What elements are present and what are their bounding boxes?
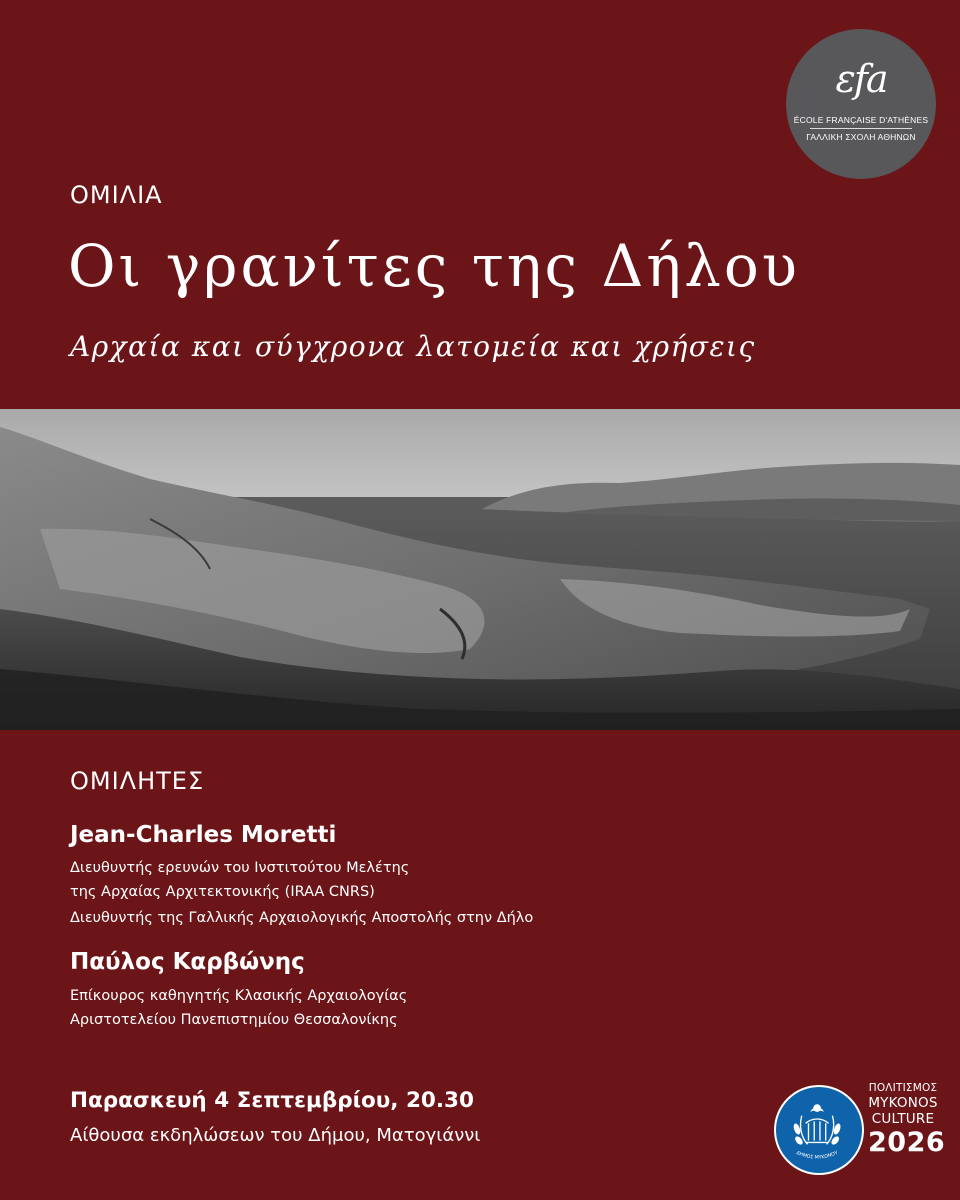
speaker-name: Jean-Charles Moretti <box>70 822 337 848</box>
efa-logo-divider <box>810 128 912 129</box>
efa-logo-mark: εfa <box>835 57 887 101</box>
speaker-role: Αριστοτελείου Πανεπιστημίου Θεσσαλονίκης <box>70 1012 398 1028</box>
mykonos-logo-line1: ΠΟΛΙΤΙΣΜΟΣ <box>868 1082 938 1094</box>
mykonos-emblem-text: ΔΗΜΟΣ ΜΥΚΟΝΟΥ <box>795 1150 839 1161</box>
lecture-subtitle: Αρχαία και σύγχρονα λατομεία και χρήσεις <box>70 330 756 363</box>
landscape-photo <box>0 409 960 730</box>
mykonos-logo-line3: CULTURE <box>871 1111 935 1127</box>
lecture-title: Οι γρανίτες της Δήλου <box>68 232 801 300</box>
mykonos-logo-line2: MYKONOS <box>868 1095 938 1111</box>
speaker-role: Διευθυντής ερευνών του Ινστιτούτου Μελέτης <box>70 860 410 876</box>
mykonos-logo-year: 2026 <box>868 1127 946 1158</box>
event-venue: Αίθουσα εκδηλώσεων του Δήμου, Ματογιάννι <box>70 1125 481 1146</box>
speaker-role: Επίκουρος καθηγητής Κλασικής Αρχαιολογίας <box>70 988 408 1004</box>
mykonos-culture-logo <box>868 1082 946 1159</box>
efa-logo-greek-name: ΓΑΛΛΙΚΗ ΣΧΟΛΗ ΑΘΗΝΩΝ <box>806 132 916 142</box>
event-type-label: ΟΜΙΛΙΑ <box>70 181 163 209</box>
efa-logo <box>786 29 936 179</box>
speaker-name: Παύλος Καρβώνης <box>70 949 305 975</box>
speakers-heading: ΟΜΙΛΗΤΕΣ <box>70 767 205 795</box>
event-date-time: Παρασκευή 4 Σεπτεμβρίου, 20.30 <box>70 1088 474 1113</box>
mykonos-emblem-logo <box>774 1085 864 1175</box>
svg-text:ΔΗΜΟΣ ΜΥΚΟΝΟΥ <box>795 1150 839 1161</box>
efa-logo-french-name: ÉCOLE FRANÇAISE D'ATHÈNES <box>793 115 929 125</box>
speaker-role: Διευθυντής της Γαλλικής Αρχαιολογικής Αποστολής στην Δήλο <box>70 910 534 926</box>
speaker-role: της Αρχαίας Αρχιτεκτονικής (IRAA CNRS) <box>70 884 375 900</box>
